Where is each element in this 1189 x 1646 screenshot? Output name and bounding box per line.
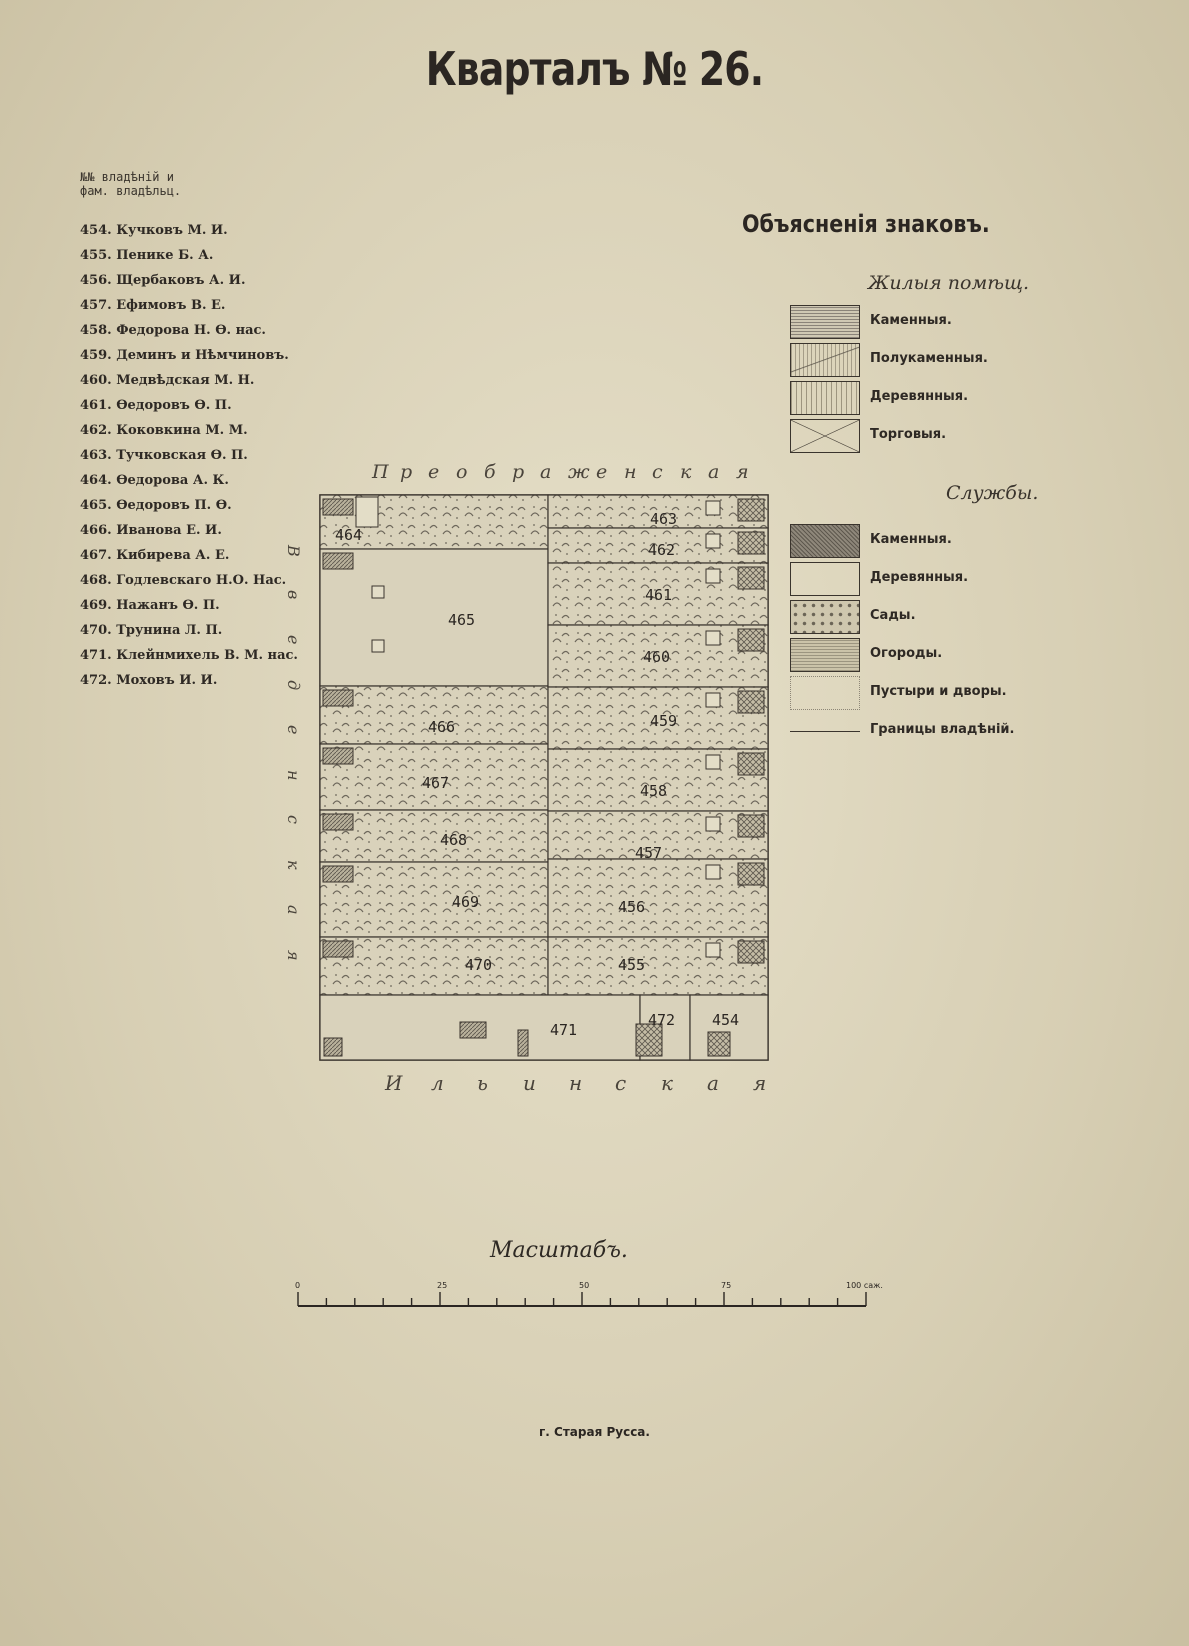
owner-entry: 464. Ѳедорова А. К. [80,473,229,488]
lot-number: 466 [428,718,456,736]
lot-number: 456 [618,898,646,916]
lot-number: 465 [448,611,476,629]
legend-label: Каменныя. [870,532,952,547]
owner-entry: 461. Ѳедоровъ Ѳ. П. [80,398,232,413]
street-name-top-letter: н [624,461,637,483]
street-name-top-letter: е [596,461,608,483]
street-name-bottom-letter: И [385,1071,403,1095]
lot-number: 464 [335,526,363,544]
owner-entry: 466. Иванова Е. И. [80,523,222,538]
owner-entry: 471. Клейнмихель В. М. нас. [80,648,298,663]
scale-tick-label: 0 [295,1281,301,1290]
owner-entry: 468. Годлевскаго Н.О. Нас. [80,573,287,588]
lot-number: 467 [422,774,450,792]
street-name-bottom-letter: а [707,1071,719,1095]
lot-number: 462 [648,541,676,559]
scale-tick-label: 75 [721,1281,732,1290]
street-name-top-letter: о [456,461,468,483]
lot-number: 455 [618,956,646,974]
lot-number: 471 [550,1021,578,1039]
owner-entry: 462. Коковкина М. М. [80,423,248,438]
scale-tick-label: 100 саж. [846,1281,883,1290]
street-name-top-letter: с [652,461,663,483]
legend-residential-heading: Жилыя помѣщ. [868,272,1030,294]
street-name-left-letter: я [284,950,303,961]
legend-label: Полукаменныя. [870,351,988,366]
legend-label: Сады. [870,608,916,623]
street-name-top-letter: ж [568,461,590,483]
street-name-bottom-letter: к [661,1071,673,1095]
street-name-left-letter: е [284,725,303,735]
lot-number: 460 [643,648,671,666]
street-name-left-letter: н [284,770,303,781]
street-name-top-letter: я [736,461,749,483]
street-name-top-letter: а [708,461,720,483]
scale-tick-label: 25 [437,1281,448,1290]
legend-label: Торговыя. [870,427,947,442]
page-title: Кварталъ № 26. [425,42,764,96]
legend-label: Деревянныя. [870,389,969,404]
street-name-left-letter: в [284,590,303,600]
street-name-top-letter: П [372,461,389,483]
lot-number: 457 [635,844,663,862]
lot-number: 454 [712,1011,740,1029]
legend-label: Границы владѣній. [870,722,1015,737]
street-name-left-letter: В [284,545,303,557]
lot-number: 470 [465,956,493,974]
street-name-top-letter: а [540,461,552,483]
owner-entry: 470. Трунина Л. П. [80,623,223,638]
legend-title: Объясненія знаковъ. [742,210,990,238]
street-name-top-letter: б [484,461,496,483]
street-name-bottom-letter: с [615,1071,627,1095]
lot-number: 472 [648,1011,676,1029]
legend-service-heading: Службы. [946,482,1039,504]
street-name-left-letter: к [284,860,303,870]
street-name-bottom-letter: ь [477,1071,488,1095]
street-name-left-letter: д [284,680,303,691]
street-name-left-letter: а [284,905,303,915]
owner-entry: 455. Пенике Б. А. [80,248,214,263]
street-name-top-letter: р [512,461,525,483]
street-name-bottom-letter: л [431,1071,444,1095]
street-name-top-letter: е [428,461,440,483]
owner-entry: 458. Федорова Н. Ѳ. нас. [80,323,266,338]
owner-entry: 463. Тучковская Ѳ. П. [80,448,248,463]
owners-header-line: №№ владѣній и [80,170,174,184]
street-name-bottom-letter: и [523,1071,536,1095]
owners-header-line: фам. владѣльц. [80,184,182,198]
owner-entry: 457. Ефимовъ В. Е. [80,298,226,313]
street-name-left-letter: с [284,815,303,824]
lot-number: 463 [650,510,678,528]
city-name: г. Старая Русса. [539,1425,650,1439]
owner-entry: 469. Нажанъ Ѳ. П. [80,598,220,613]
owner-entry: 460. Медвѣдская М. Н. [80,373,255,388]
lot-number: 459 [650,712,678,730]
legend-label: Огороды. [870,646,943,661]
owner-entry: 454. Кучковъ М. И. [80,223,228,238]
lot-number: 458 [640,782,668,800]
owner-entry: 465. Ѳедоровъ П. Ѳ. [80,498,232,513]
owner-entry: 467. Кибирева А. Е. [80,548,230,563]
legend-label: Пустыри и дворы. [870,684,1007,699]
lot-number: 461 [645,586,673,604]
street-name-top-letter: к [680,461,692,483]
street-name-bottom-letter: н [569,1071,583,1095]
legend-label: Деревянныя. [870,570,969,585]
street-name-top-letter: р [400,461,413,483]
scale-tick-label: 50 [579,1281,590,1290]
scale-title: Масштабъ. [490,1238,628,1263]
lot-number: 468 [440,831,468,849]
street-name-bottom-letter: я [753,1071,767,1095]
legend-label: Каменныя. [870,313,952,328]
street-name-left-letter: е [284,635,303,645]
owner-entry: 472. Моховъ И. И. [80,673,218,688]
lot-number: 469 [452,893,480,911]
owner-entry: 459. Деминъ и Нѣмчиновъ. [80,348,289,363]
owner-entry: 456. Щербаковъ А. И. [80,273,246,288]
